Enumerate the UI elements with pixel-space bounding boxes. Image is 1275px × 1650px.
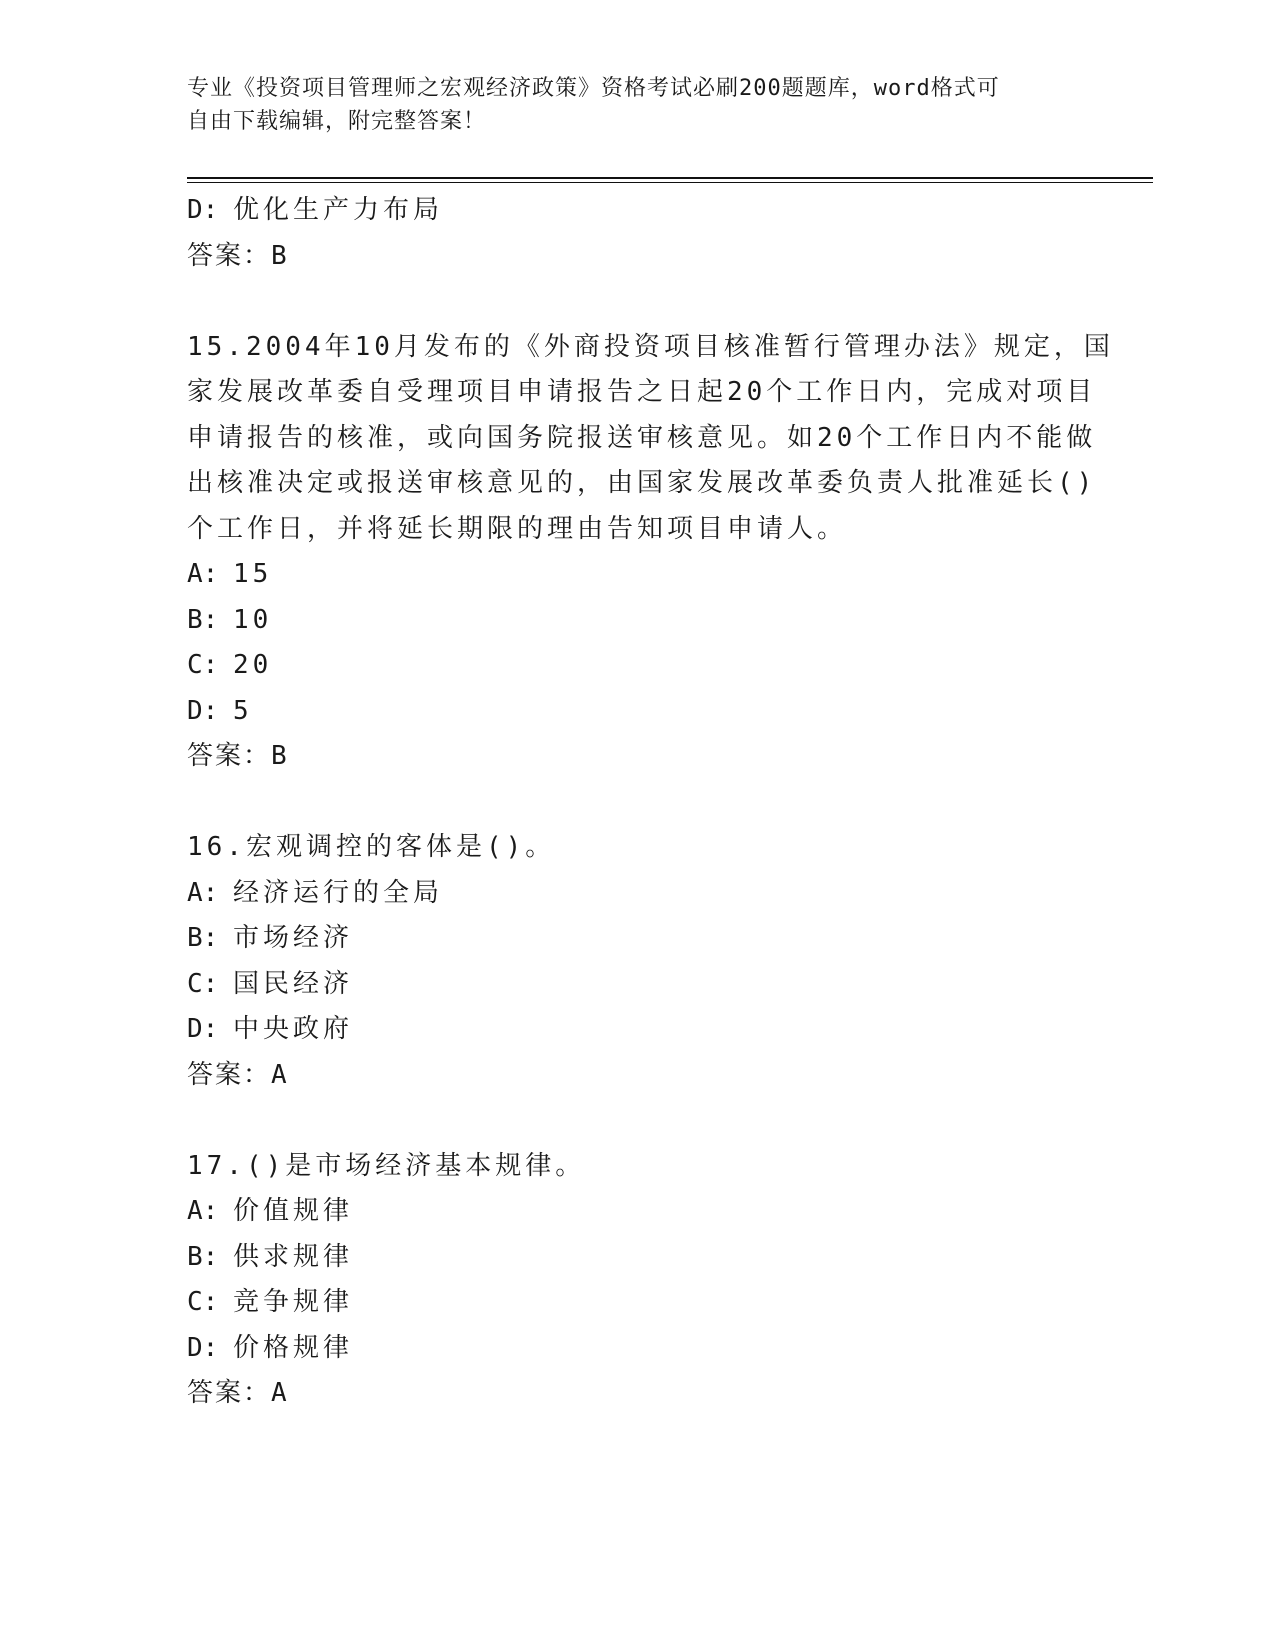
- question-stem-line: 出核准决定或报送审核意见的，由国家发展改革委负责人批准延长(): [187, 468, 1097, 498]
- option-text: 15: [233, 559, 273, 589]
- option-label: A:: [187, 559, 219, 589]
- option-text: 价格规律: [233, 1332, 354, 1363]
- option-label: A:: [187, 877, 219, 908]
- question-stem-line: 申请报告的核准，或向国务院报送审核意见。如20个工作日内不能做: [187, 422, 1097, 453]
- spacer: [187, 780, 1087, 826]
- option-c: [187, 1280, 1087, 1326]
- option-text: 中央政府: [233, 1014, 354, 1044]
- option-b: [187, 598, 1087, 644]
- option-label: C:: [187, 1287, 219, 1317]
- option-a: [187, 871, 1087, 917]
- option-c: [187, 962, 1087, 1008]
- header-divider: [187, 177, 1153, 179]
- question-stem: 17.()是市场经济基本规律。: [187, 1150, 586, 1181]
- option-b: [187, 1235, 1087, 1281]
- header-divider-thin: [187, 182, 1153, 183]
- option-label: B:: [187, 1241, 219, 1272]
- option-a: [187, 1189, 1087, 1235]
- option-label: D:: [187, 1332, 219, 1363]
- question-stem-line: 个工作日，并将延长期限的理由告知项目申请人。: [187, 513, 848, 544]
- option-text: 价值规律: [233, 1196, 354, 1226]
- question-15: [187, 325, 1114, 780]
- option-text: 10: [233, 604, 273, 635]
- option-label: D:: [187, 195, 219, 225]
- option-label: A:: [187, 1196, 219, 1226]
- option-text: 市场经济: [233, 923, 354, 953]
- option-text: 5: [233, 695, 253, 726]
- answer-line: 答案：A: [187, 1059, 289, 1090]
- header-line-2: 自由下载编辑，附完整答案！: [187, 109, 487, 134]
- option-d: [187, 188, 1087, 234]
- question-stem-line: 家发展改革委自受理项目申请报告之日起20个工作日内，完成对项目: [187, 377, 1097, 407]
- answer-line: 答案：B: [187, 240, 289, 271]
- option-d: [187, 1007, 1087, 1053]
- option-text: 供求规律: [233, 1241, 354, 1272]
- option-label: B:: [187, 923, 219, 953]
- option-label: D:: [187, 695, 219, 726]
- option-label: C:: [187, 968, 219, 999]
- question-16: [187, 825, 1087, 1098]
- answer-line: 答案：A: [187, 1378, 289, 1408]
- question-stem-line: 15.2004年10月发布的《外商投资项目核准暂行管理办法》规定，国: [187, 331, 1114, 362]
- option-text: 经济运行的全局: [233, 877, 444, 908]
- option-label: D:: [187, 1014, 219, 1044]
- option-text: 优化生产力布局: [233, 195, 444, 225]
- option-c: [187, 643, 1087, 689]
- option-text: 20: [233, 650, 273, 680]
- option-text: 国民经济: [233, 968, 354, 999]
- spacer: [187, 279, 1087, 325]
- answer-line: 答案：B: [187, 741, 289, 771]
- option-b: [187, 916, 1087, 962]
- option-text: 竞争规律: [233, 1287, 354, 1317]
- question-17: [187, 1144, 1087, 1417]
- option-d: [187, 1326, 1087, 1372]
- document-header: [187, 72, 1067, 138]
- option-d: [187, 689, 1087, 735]
- header-line-1: 专业《投资项目管理师之宏观经济政策》资格考试必刷200题题库，word格式可: [187, 76, 1000, 101]
- spacer: [187, 1098, 1087, 1144]
- option-a: [187, 552, 1087, 598]
- option-label: B:: [187, 604, 219, 635]
- question-list: [187, 188, 1114, 1417]
- question-stem: 16.宏观调控的客体是()。: [187, 832, 556, 862]
- option-label: C:: [187, 650, 219, 680]
